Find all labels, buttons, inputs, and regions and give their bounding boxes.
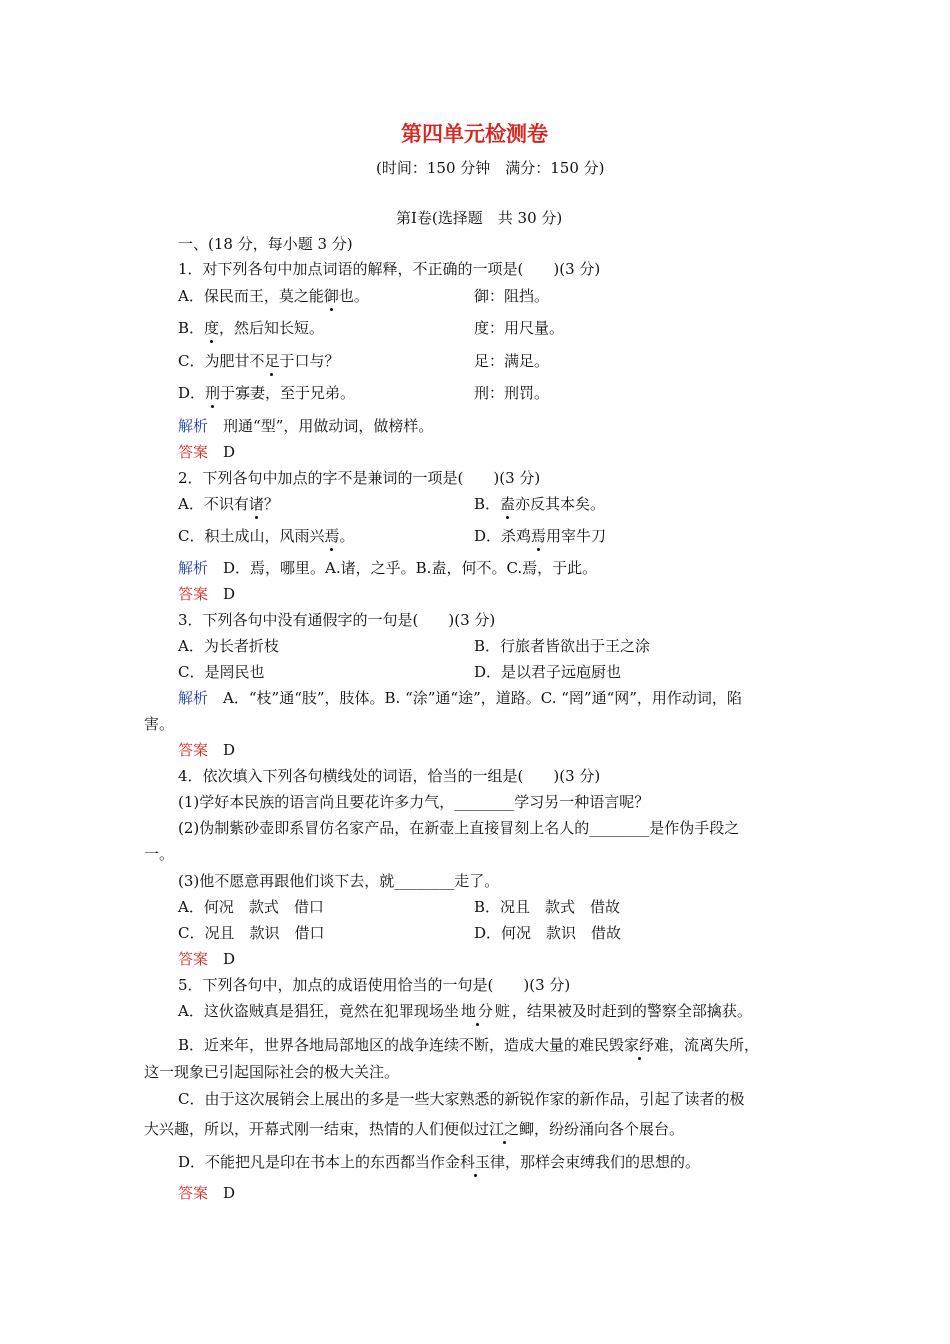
q2-answer-value: D xyxy=(223,585,236,603)
exam-time-info: (时间：150 分钟 满分：150 分) xyxy=(376,159,605,177)
q2-answer xyxy=(178,584,235,604)
analysis-label: 解析 xyxy=(178,417,209,435)
q5-answer-value: D xyxy=(223,1184,236,1202)
q4-sentence-3: (3)他不愿意再跟他们谈下去，就________走了。 xyxy=(178,872,500,890)
q5-c-text-end: ，纷纷涌向各个展台。 xyxy=(534,1120,685,1138)
q4-answer-value: D xyxy=(223,950,236,968)
q1-c-text: C．为肥甘不 xyxy=(178,352,265,370)
answer-label: 答案 xyxy=(178,585,209,603)
q5-d-dotted-idiom: 金科玉律 xyxy=(445,1153,506,1171)
q3-option-a: A．为长者折枝 xyxy=(178,637,279,655)
q1-option-b xyxy=(178,318,324,338)
q1-answer-value: D xyxy=(223,443,236,461)
q1-answer xyxy=(178,442,235,462)
answer-label: 答案 xyxy=(178,741,209,759)
q2-a-dotted-word: 诸 xyxy=(248,495,264,513)
q2-option-a xyxy=(178,494,279,514)
q4-option-c: C．况且 款识 借口 xyxy=(178,924,325,942)
q1-a-dotted-word: 御 xyxy=(323,287,339,305)
q2-stem: 2．下列各句中加点的字不是兼词的一项是( )(3 分) xyxy=(178,469,541,487)
analysis-label: 解析 xyxy=(178,689,209,707)
q4-sentence-2: (2)伪制紫砂壶即系冒仿名家产品，在新壶上直接冒刻上名人的________是作伪手段之 xyxy=(178,819,740,837)
q5-option-a xyxy=(178,1001,752,1021)
answer-label: 答案 xyxy=(178,950,209,968)
q4-option-d: D．何况 款识 借故 xyxy=(474,924,622,942)
q2-a-text-end: ？ xyxy=(263,495,279,513)
q2-option-d xyxy=(474,526,606,546)
q2-c-text: C．积土成山，风雨兴 xyxy=(178,527,325,545)
q2-b-text: B． xyxy=(474,495,501,513)
q5-option-b-continued: 这一现象已引起国际社会的极大关注。 xyxy=(144,1063,400,1081)
q3-analysis xyxy=(178,688,742,708)
q5-c-dotted-idiom: 过江之鲫 xyxy=(474,1120,535,1138)
q5-d-text-end: ，那样会束缚我们的思想的。 xyxy=(505,1153,701,1171)
q1-d-text: D． xyxy=(178,384,206,402)
q5-option-c: C．由于这次展销会上展出的多是一些大家熟悉的新锐作家的新作品，引起了读者的极 xyxy=(178,1090,745,1108)
q1-option-a xyxy=(178,286,369,306)
q1-b-explanation: 度：用尺量。 xyxy=(474,319,565,337)
q2-c-text-end: 。 xyxy=(339,527,355,545)
part-heading: 一、(18 分，每小题 3 分) xyxy=(178,235,353,253)
q4-sentence-1: (1)学好本民族的语言尚且要花许多力气，________学习另一种语言呢？ xyxy=(178,793,650,811)
q4-option-b: B．况且 款式 借故 xyxy=(474,898,621,916)
q5-b-dotted-idiom: 毁家纾难 xyxy=(609,1036,670,1054)
q2-b-text-end: 亦反其本矣。 xyxy=(515,495,606,513)
q3-analysis-continued: 害。 xyxy=(144,715,175,733)
q1-a-text: A．保民而王，莫之能 xyxy=(178,287,324,305)
answer-label: 答案 xyxy=(178,443,209,461)
q5-option-b xyxy=(178,1035,759,1055)
q4-sentence-2-continued: 一。 xyxy=(144,845,175,863)
q1-a-explanation: 御：阻挡。 xyxy=(474,287,550,305)
q1-stem: 1．对下列各句中加点词语的解释，不正确的一项是( )(3 分) xyxy=(178,260,601,278)
analysis-label: 解析 xyxy=(178,559,209,577)
q3-analysis-text: A．“枝”通“肢”，肢体。B. “涂”通“途”，道路。C. “罔”通“网”，用作动词，陷 xyxy=(223,689,742,707)
q3-answer xyxy=(178,740,235,760)
q1-c-dotted-word: 足 xyxy=(264,352,280,370)
q3-stem: 3．下列各句中没有通假字的一句是( )(3 分) xyxy=(178,611,496,629)
q2-d-text: D．杀鸡 xyxy=(474,527,532,545)
q2-c-dotted-word: 焉 xyxy=(324,527,340,545)
q1-analysis xyxy=(178,416,433,436)
q2-d-text-end: 用宰牛刀 xyxy=(546,527,607,545)
q1-d-text-end: 于寡妻，至于兄弟。 xyxy=(220,384,356,402)
q2-a-text: A．不识有 xyxy=(178,495,249,513)
answer-label: 答案 xyxy=(178,1184,209,1202)
q4-answer xyxy=(178,949,235,969)
q3-option-d: D．是以君子远庖厨也 xyxy=(474,663,622,681)
q4-stem: 4．依次填入下列各句横线处的词语，恰当的一组是( )(3 分) xyxy=(178,767,601,785)
q3-option-c: C．是罔民也 xyxy=(178,663,265,681)
q5-b-text: B．近来年，世界各地局部地区的战争连续不断，造成大量的难民 xyxy=(178,1036,610,1054)
q2-option-b xyxy=(474,494,605,514)
q1-b-text: B． xyxy=(178,319,205,337)
q1-c-explanation: 足：满足。 xyxy=(474,352,550,370)
q4-option-a: A．何况 款式 借口 xyxy=(178,898,324,916)
q1-option-d xyxy=(178,383,355,403)
q5-b-text-end: ，流离失所， xyxy=(669,1036,760,1054)
q3-option-b: B．行旅者皆欲出于王之涂 xyxy=(474,637,651,655)
q1-analysis-text: 刑通“型”，用做动词，做榜样。 xyxy=(223,417,434,435)
q2-b-dotted-word: 盍 xyxy=(500,495,516,513)
q1-a-text-end: 也。 xyxy=(338,287,369,305)
section-heading: 第Ⅰ卷(选择题 共 30 分) xyxy=(396,209,563,227)
q5-c-text: 大兴趣，所以，开幕式刚一结束，热情的人们便似 xyxy=(144,1120,475,1138)
q2-d-dotted-word: 焉 xyxy=(531,527,547,545)
q1-d-explanation: 刑：刑罚。 xyxy=(474,384,550,402)
q2-option-c xyxy=(178,526,355,546)
page-title: 第四单元检测卷 xyxy=(401,121,548,146)
q5-a-text-end: ，结果被及时赶到的警察全部擒获。 xyxy=(511,1002,752,1020)
q5-a-text: A．这伙盗贼真是猖狂，竟然在犯罪现场 xyxy=(178,1002,444,1020)
q1-option-c xyxy=(178,351,340,371)
q1-b-text-end: ，然后知长短。 xyxy=(219,319,325,337)
q3-answer-value: D xyxy=(223,741,236,759)
q2-analysis xyxy=(178,558,597,578)
q5-option-d xyxy=(178,1152,700,1172)
q1-d-dotted-word: 刑 xyxy=(205,384,221,402)
q5-stem: 5．下列各句中，加点的成语使用恰当的一句是( )(3 分) xyxy=(178,976,571,994)
q5-d-text: D．不能把凡是印在书本上的东西都当作 xyxy=(178,1153,446,1171)
q2-analysis-text: D．焉，哪里。A.诸，之乎。B.盍，何不。C.焉，于此。 xyxy=(223,559,598,577)
q5-a-dotted-idiom: 坐地分赃 xyxy=(443,1002,512,1020)
q5-option-c-continued xyxy=(144,1119,684,1139)
q1-c-text-end: 于口与？ xyxy=(279,352,340,370)
q1-b-dotted-word: 度 xyxy=(204,319,220,337)
q5-answer xyxy=(178,1183,235,1203)
